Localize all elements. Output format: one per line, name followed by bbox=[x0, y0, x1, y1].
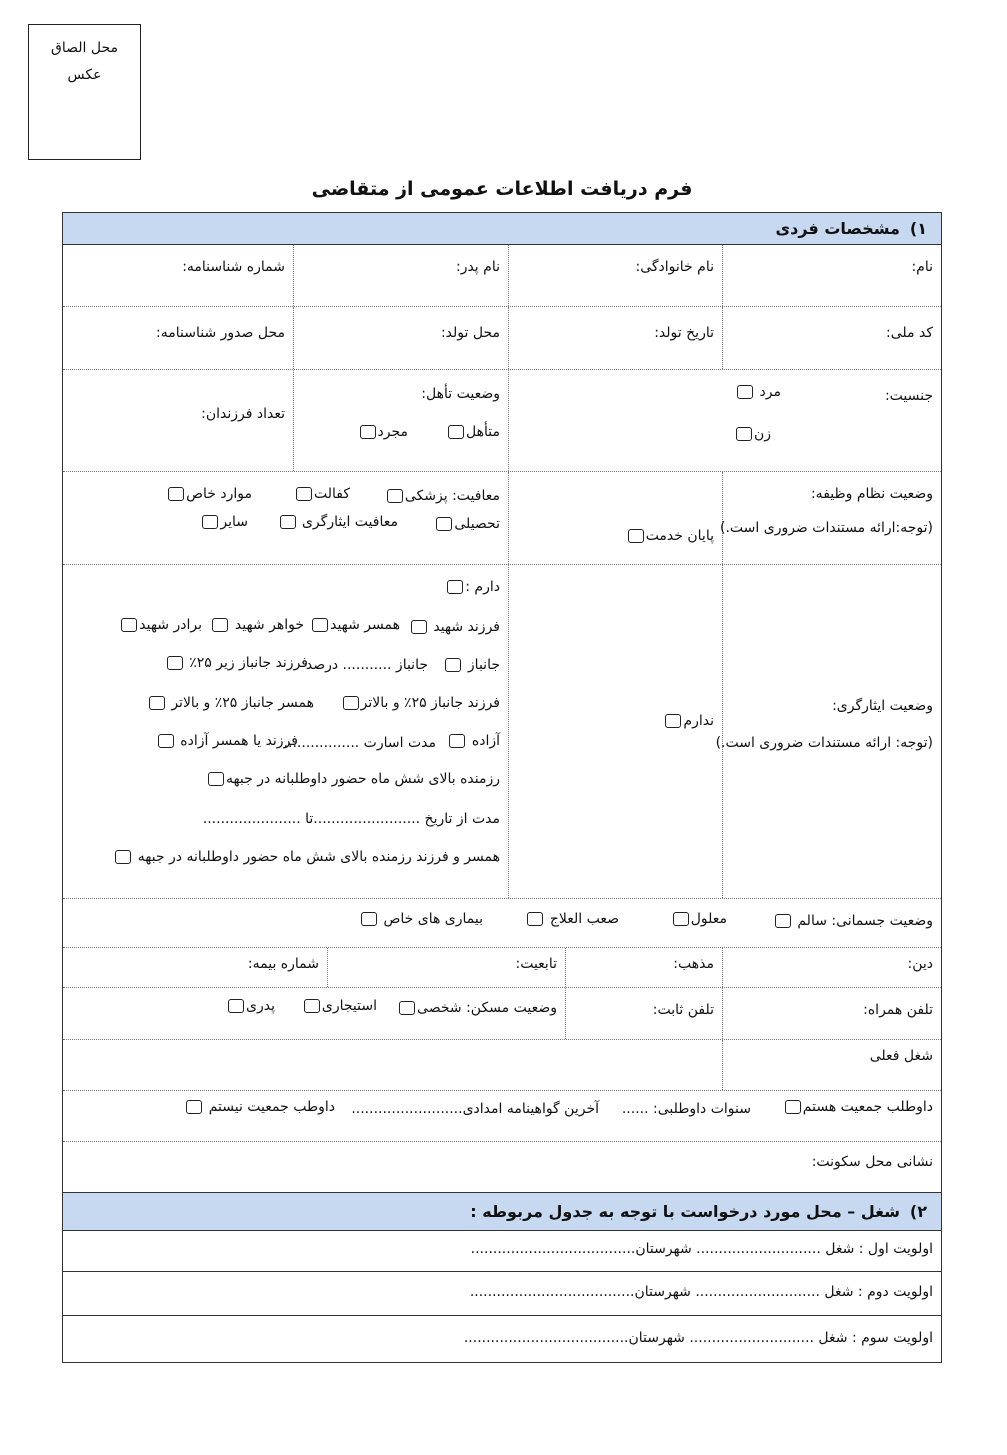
sacrifice-exemption-option[interactable] bbox=[278, 514, 398, 530]
martyr-spouse-checkbox[interactable] bbox=[312, 618, 328, 632]
volunteer-family-option[interactable] bbox=[113, 849, 500, 865]
martyr-sister-option[interactable] bbox=[210, 617, 304, 633]
volunteer-label: رزمنده بالای شش ماه حضور داوطلبانه در جبهه bbox=[225, 771, 500, 787]
section-personal-info bbox=[62, 212, 942, 1193]
special-disease-option[interactable] bbox=[359, 911, 483, 927]
exemption-cell bbox=[63, 472, 508, 564]
janbaz-spouse-over-option[interactable] bbox=[147, 695, 314, 711]
national-code-cell[interactable] bbox=[722, 307, 941, 369]
male-label: مرد bbox=[759, 384, 781, 400]
father-label: نام پدر: bbox=[455, 259, 500, 275]
janbaz-checkbox[interactable] bbox=[445, 658, 461, 672]
section2-title: شغل – محل مورد درخواست با توجه به جدول مربوطه : bbox=[470, 1202, 900, 1221]
service-end-cell bbox=[508, 472, 722, 564]
military-note: (توجه:ارائه مستندات ضروری است.) bbox=[720, 520, 933, 536]
basij-yes-option[interactable] bbox=[783, 1099, 933, 1115]
male-option[interactable] bbox=[735, 384, 781, 400]
id-number-cell[interactable] bbox=[63, 245, 293, 306]
healthy-checkbox[interactable] bbox=[775, 914, 791, 928]
family-label: نام خانوادگی: bbox=[635, 259, 714, 275]
job-label: شغل فعلی bbox=[869, 1048, 933, 1064]
priority-3-text: اولویت سوم : شغل ............................ شهرستان..................................... bbox=[463, 1330, 933, 1346]
name-label: نام: bbox=[911, 259, 933, 275]
photo-placeholder bbox=[28, 24, 141, 160]
service-end-option[interactable] bbox=[626, 528, 714, 544]
volunteer-family-label: همسر و فرزند رزمنده بالای شش ماه حضور داوطلبانه در جبهه bbox=[137, 849, 500, 865]
special-checkbox[interactable] bbox=[168, 487, 184, 501]
janbaz-child-under-label: فرزند جانباز زیر ۲۵٪ bbox=[189, 655, 308, 671]
basij-no-option[interactable] bbox=[184, 1099, 335, 1115]
row-contact bbox=[63, 988, 941, 1040]
row-address[interactable] bbox=[63, 1142, 941, 1192]
educational-checkbox[interactable] bbox=[436, 517, 452, 531]
military-cell bbox=[722, 472, 941, 564]
father-cell[interactable] bbox=[293, 245, 508, 306]
exemption-label: معافیت: bbox=[452, 488, 500, 504]
rental-checkbox[interactable] bbox=[304, 999, 320, 1013]
volunteer-checkbox[interactable] bbox=[208, 772, 224, 786]
marital-label: وضعیت تأهل: bbox=[421, 386, 500, 402]
female-option[interactable] bbox=[734, 426, 771, 442]
sacrifice-exemption-checkbox[interactable] bbox=[280, 515, 296, 529]
janbaz-child-under-option[interactable] bbox=[165, 655, 308, 671]
incurable-option[interactable] bbox=[525, 911, 619, 927]
dont-have-checkbox[interactable] bbox=[665, 714, 681, 728]
birth-place-cell[interactable] bbox=[293, 307, 508, 369]
religion-cell[interactable] bbox=[722, 948, 941, 987]
name-cell[interactable] bbox=[722, 245, 941, 306]
sect-cell[interactable] bbox=[565, 948, 722, 987]
nationality-label: تابعیت: bbox=[515, 956, 557, 972]
isargari-note: (توجه: ارائه مستندات ضروری است.) bbox=[715, 735, 933, 751]
phone-label: تلفن ثابت: bbox=[652, 1002, 714, 1018]
married-checkbox[interactable] bbox=[448, 425, 464, 439]
martyr-child-label: فرزند شهید bbox=[433, 619, 500, 635]
martyr-brother-option[interactable] bbox=[119, 617, 202, 633]
personal-checkbox[interactable] bbox=[399, 1001, 415, 1015]
janbaz-spouse-over-label: همسر جانباز ۲۵٪ و بالاتر bbox=[171, 695, 314, 711]
azadeh-family-label: فرزند یا همسر آزاده bbox=[180, 733, 298, 749]
have-cell bbox=[63, 565, 508, 898]
married-option[interactable] bbox=[446, 424, 500, 440]
martyr-child-checkbox[interactable] bbox=[411, 620, 427, 634]
sect-label: مذهب: bbox=[673, 956, 714, 972]
disabled-checkbox[interactable] bbox=[673, 912, 689, 926]
priority-1-row[interactable] bbox=[63, 1231, 941, 1272]
have-checkbox[interactable] bbox=[447, 580, 463, 594]
section2-number: ۲) bbox=[909, 1202, 927, 1221]
paternal-checkbox[interactable] bbox=[228, 999, 244, 1013]
mobile-label: تلفن همراه: bbox=[863, 1002, 933, 1018]
single-checkbox[interactable] bbox=[360, 425, 376, 439]
male-checkbox[interactable] bbox=[737, 385, 753, 399]
sacrifice-exemption-label: معافیت ایثارگری bbox=[301, 514, 398, 530]
azadeh-checkbox[interactable] bbox=[449, 734, 465, 748]
other-option[interactable] bbox=[200, 514, 248, 530]
educational-label: تحصیلی bbox=[454, 516, 500, 532]
janbaz-child-over-option[interactable] bbox=[341, 695, 500, 711]
job-cell[interactable] bbox=[722, 1040, 941, 1090]
isargari-label: وضعیت ایثارگری: bbox=[832, 698, 933, 714]
janbaz-percent[interactable]: جانباز ........... درصد bbox=[305, 657, 428, 673]
phone-cell[interactable] bbox=[565, 988, 722, 1039]
volunteer-years[interactable]: سنوات داوطلبی: ...... bbox=[621, 1101, 751, 1117]
service-end-checkbox[interactable] bbox=[628, 529, 644, 543]
children-label: تعداد فرزندان: bbox=[201, 406, 285, 422]
disabled-label: معلول bbox=[690, 911, 727, 927]
special-option[interactable] bbox=[166, 486, 252, 502]
family-cell[interactable] bbox=[508, 245, 722, 306]
isargari-cell bbox=[715, 565, 941, 898]
exemption-option-medical[interactable] bbox=[385, 488, 500, 504]
educational-option[interactable] bbox=[434, 516, 500, 532]
special-disease-label: بیماری های خاص bbox=[383, 911, 483, 927]
azadeh-family-option[interactable] bbox=[156, 733, 298, 749]
paternal-label: پدری bbox=[246, 998, 275, 1014]
basij-no-label: داوطب جمعیت نیستم bbox=[208, 1099, 335, 1115]
housing-label: وضعیت مسکن: شخصی bbox=[417, 1000, 557, 1016]
priority-2-text: اولویت دوم : شغل ............................ شهرستان..................................... bbox=[469, 1284, 933, 1300]
janbaz-child-under-checkbox[interactable] bbox=[167, 656, 183, 670]
single-label: مجرد bbox=[377, 424, 408, 440]
janbaz-child-over-checkbox[interactable] bbox=[343, 696, 359, 710]
row-basij bbox=[63, 1091, 941, 1142]
address-label: نشانی محل سکونت: bbox=[811, 1154, 933, 1170]
janbaz-child-over-label: فرزند جانباز ۲۵٪ و بالاتر bbox=[360, 695, 500, 711]
national-code-label: کد ملی: bbox=[886, 325, 933, 341]
personal-option[interactable] bbox=[397, 1000, 557, 1016]
dont-have-cell bbox=[508, 565, 722, 898]
mobile-cell[interactable] bbox=[722, 988, 941, 1039]
service-end-label: پایان خدمت bbox=[645, 528, 714, 544]
special-label: موارد خاص bbox=[186, 486, 252, 502]
dont-have-option[interactable] bbox=[663, 713, 714, 729]
other-label: سایر bbox=[220, 514, 248, 530]
priority-3-row[interactable] bbox=[63, 1316, 941, 1362]
row-isargari bbox=[63, 565, 941, 899]
azadeh-family-checkbox[interactable] bbox=[158, 734, 174, 748]
azadeh-label: آزاده bbox=[471, 733, 500, 749]
children-cell[interactable] bbox=[63, 370, 293, 471]
martyr-sister-label: خواهر شهید bbox=[234, 617, 304, 633]
section2-header bbox=[63, 1193, 941, 1231]
rental-label: استیجاری bbox=[321, 998, 377, 1014]
id-number-label: شماره شناسنامه: bbox=[182, 259, 285, 275]
paternal-option[interactable] bbox=[226, 998, 275, 1014]
birth-date-label: تاریخ تولد: bbox=[654, 325, 714, 341]
insurance-cell[interactable] bbox=[63, 948, 327, 987]
photo-label-line1: محل الصاق bbox=[50, 40, 118, 56]
birth-place-label: محل تولد: bbox=[440, 325, 500, 341]
row-job bbox=[63, 1040, 941, 1091]
section1-title: مشخصات فردی bbox=[775, 219, 900, 238]
female-label: زن bbox=[753, 426, 771, 442]
nationality-cell[interactable] bbox=[327, 948, 565, 987]
row-birth bbox=[63, 307, 941, 370]
row-gender-marital bbox=[63, 370, 941, 472]
row-physical bbox=[63, 899, 941, 948]
martyr-brother-checkbox[interactable] bbox=[121, 618, 137, 632]
have-label: دارم : bbox=[465, 579, 500, 595]
martyr-sister-checkbox[interactable] bbox=[212, 618, 228, 632]
row-military bbox=[63, 472, 941, 565]
volunteer-duration[interactable]: مدت از تاریخ ........................تا ...................... bbox=[202, 811, 500, 827]
basij-yes-label: داوطلب جمعیت هستم bbox=[802, 1099, 933, 1115]
single-option[interactable] bbox=[358, 424, 409, 440]
physical-label: وضعیت جسمانی: سالم bbox=[797, 913, 933, 929]
form-title: فرم دریافت اطلاعات عمومی از متقاضی bbox=[311, 178, 693, 200]
janbaz-spouse-over-checkbox[interactable] bbox=[149, 696, 165, 710]
female-checkbox[interactable] bbox=[736, 427, 752, 441]
religion-label: دین: bbox=[907, 956, 933, 972]
incurable-label: صعب العلاج bbox=[549, 911, 619, 927]
medical-label: پزشکی bbox=[404, 488, 448, 504]
martyr-child-option[interactable] bbox=[409, 619, 500, 635]
janbaz-option[interactable] bbox=[443, 657, 500, 673]
volunteer-family-checkbox[interactable] bbox=[115, 850, 131, 864]
martyr-brother-label: برادر شهید bbox=[139, 617, 202, 633]
married-label: متأهل bbox=[466, 424, 500, 440]
issue-place-cell[interactable] bbox=[63, 307, 293, 369]
row-names bbox=[63, 245, 941, 307]
priority-2-row[interactable] bbox=[63, 1272, 941, 1316]
photo-label-line2: عکس bbox=[67, 67, 102, 83]
azadeh-option[interactable] bbox=[447, 733, 500, 749]
section1-header bbox=[63, 213, 941, 245]
disabled-option[interactable] bbox=[671, 911, 727, 927]
janbaz-label: جانباز bbox=[467, 657, 500, 673]
volunteer-option[interactable] bbox=[206, 771, 500, 787]
basij-yes-checkbox[interactable] bbox=[785, 1100, 801, 1114]
guardianship-checkbox[interactable] bbox=[296, 487, 312, 501]
insurance-label: شماره بیمه: bbox=[247, 956, 319, 972]
have-option[interactable] bbox=[445, 579, 500, 595]
section1-number: ۱) bbox=[909, 219, 927, 238]
military-label: وضعیت نظام وظیفه: bbox=[810, 486, 933, 502]
rental-option[interactable] bbox=[302, 998, 377, 1014]
healthy-option[interactable] bbox=[773, 913, 933, 929]
issue-place-label: محل صدور شناسنامه: bbox=[156, 325, 285, 341]
martyr-spouse-label: همسر شهید bbox=[330, 617, 400, 633]
birth-date-cell[interactable] bbox=[508, 307, 722, 369]
incurable-checkbox[interactable] bbox=[527, 912, 543, 926]
martyr-spouse-option[interactable] bbox=[310, 617, 400, 633]
priority-1-text: اولویت اول : شغل ............................ شهرستان..................................... bbox=[470, 1241, 933, 1257]
gender-cell bbox=[508, 370, 941, 471]
medical-checkbox[interactable] bbox=[387, 489, 403, 503]
gender-label: جنسیت: bbox=[884, 388, 933, 404]
guardianship-option[interactable] bbox=[294, 486, 350, 502]
marital-cell bbox=[293, 370, 508, 471]
dont-have-label: ندارم bbox=[683, 713, 714, 729]
section-requested-job bbox=[62, 1192, 942, 1363]
row-religion bbox=[63, 948, 941, 988]
basij-no-checkbox[interactable] bbox=[186, 1100, 202, 1114]
other-checkbox[interactable] bbox=[202, 515, 218, 529]
special-disease-checkbox[interactable] bbox=[361, 912, 377, 926]
captivity-duration[interactable]: مدت اسارت ................. bbox=[283, 735, 436, 751]
guardianship-label: کفالت bbox=[313, 486, 350, 502]
last-certificate[interactable]: آخرین گواهینامه امدادی......................... bbox=[351, 1101, 599, 1117]
housing-cell bbox=[63, 988, 565, 1039]
